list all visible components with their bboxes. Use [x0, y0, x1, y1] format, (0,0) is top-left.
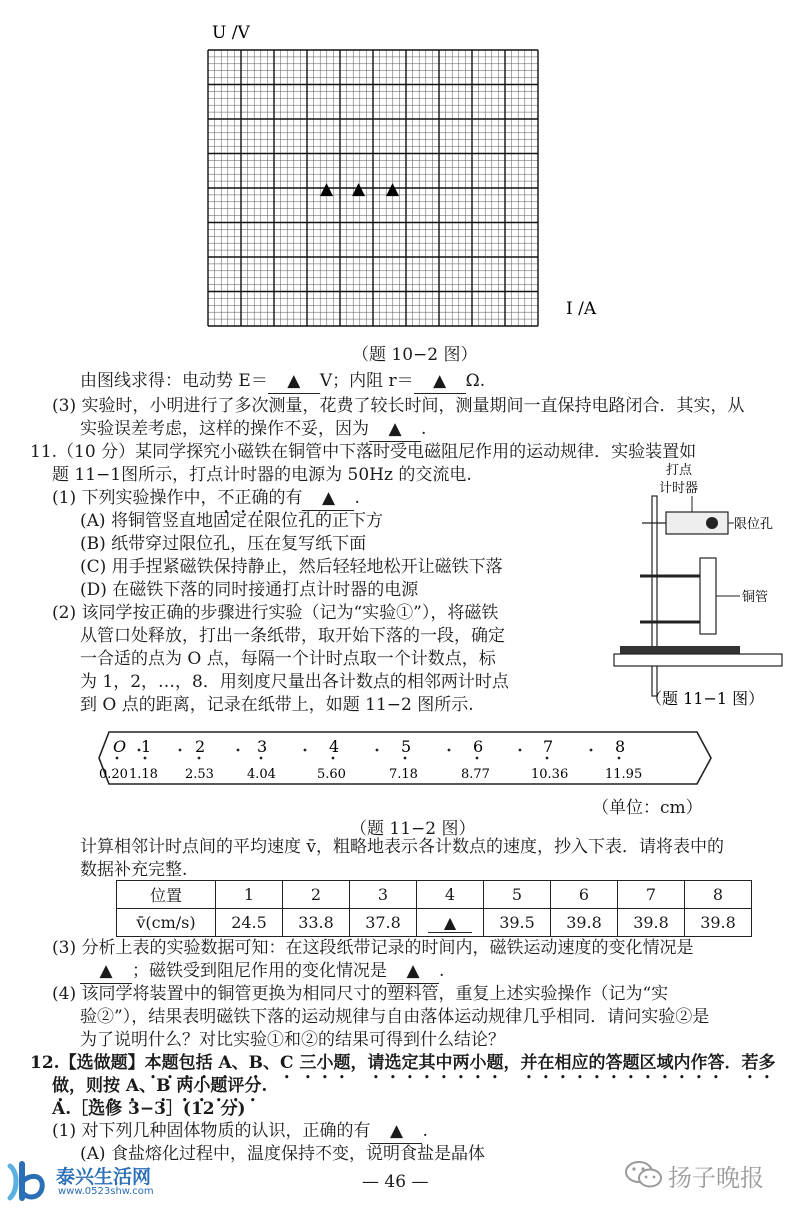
- q10-result-line: [80, 370, 485, 394]
- table-row: [117, 881, 752, 909]
- q10-emf-blank: ▲: [268, 370, 320, 394]
- q11-part1-emphasis: 不正确: [217, 488, 269, 508]
- timer-label: 计时器: [659, 481, 699, 496]
- graph-placeholder-mark: ▲: [386, 179, 400, 199]
- graph-x-axis-label: I /A: [566, 299, 597, 319]
- q11-part4-line: 验②”），结果表明磁铁下落的运动规律与自由落体运动规律几乎相同．请问实验②是: [80, 1007, 710, 1027]
- table-row: [117, 909, 752, 937]
- tape-dot: [590, 749, 593, 752]
- q10-part3-end: .: [421, 419, 427, 439]
- wechat-account-name: 扬子晚报: [668, 1164, 764, 1192]
- q11-part3-end: .: [439, 961, 445, 981]
- q11-part1-end: .: [354, 488, 360, 508]
- table-cell: 1: [216, 881, 283, 909]
- site-logo-icon: [4, 1158, 50, 1204]
- q10-emf-text: 由图线求得：电动势 E＝: [80, 371, 268, 391]
- q11-part4-line: (4) 该同学将装置中的铜管更换为相同尺寸的塑料管，重复上述实验操作（记为“实: [52, 984, 669, 1004]
- q10-resistance-text: V；内阻 r＝: [319, 371, 414, 391]
- tape-distance-value: 1.18: [129, 767, 158, 782]
- table-cell: 8: [685, 881, 752, 909]
- tape-dot: [179, 749, 182, 752]
- wechat-icon: [624, 1159, 664, 1191]
- tape-dot: [448, 749, 451, 752]
- tape-distance-value: 0.20: [99, 767, 128, 782]
- table-cell: 37.8: [350, 909, 417, 937]
- q11-part2-line: 为 1，2，…，8．用刻度尺量出各计数点的相邻两计时点: [80, 672, 509, 692]
- q10-resistance-blank: ▲: [414, 370, 466, 394]
- q10-part3-line1: (3) 实验时，小明进行了多次测量，花费了较长时间，测量期间一直保持电路闭合．其实，从: [52, 396, 745, 416]
- tape-count-label: 7: [543, 737, 554, 756]
- q11-part1-mid: 的有: [268, 488, 303, 508]
- page-number: — 46 —: [362, 1172, 429, 1192]
- q11-option-d: (D) 在磁铁下落的同时接通打点计时器的电源: [80, 580, 419, 600]
- q11-part3-mid: ；磁铁受到阻尼作用的变化情况是: [132, 961, 387, 981]
- timer-label: 打点: [666, 463, 693, 478]
- table-blank-mark: ▲: [428, 913, 472, 933]
- q11-intro-line2: 题 11−1图所示，打点计时器的电源为 50Hz 的交流电.: [52, 465, 472, 485]
- q12-subsection-title: A.［选修 3−3］(12 分): [52, 1099, 246, 1119]
- table-cell: 24.5: [216, 909, 283, 937]
- tape-unit: （单位：cm）: [592, 798, 703, 818]
- q11-intro-line1: 11.（10 分）某同学探究小磁铁在铜管中下落时受电磁阻尼作用的运动规律．实验装置如: [30, 442, 697, 462]
- table-header-velocity: v̄(cm/s): [117, 909, 216, 937]
- table-cell: 39.8: [551, 909, 618, 937]
- q10-part3-blank: ▲: [369, 418, 421, 442]
- table-cell: 2: [283, 881, 350, 909]
- tape-dot: [198, 757, 201, 760]
- q11-part2-line: (2) 该同学按正确的步骤进行实验（记为“实验①”），将磁铁: [52, 603, 499, 623]
- tape-distance-value: 8.77: [461, 767, 490, 782]
- q11-part2-line: 到 O 点的距离，记录在纸带上，如题 11−2 图所示.: [80, 695, 474, 715]
- tape-dot: [546, 757, 549, 760]
- tape-dot: [260, 757, 263, 760]
- tape-dot: [404, 757, 407, 760]
- q11-part2-line: 一合适的点为 O 点，每隔一个计时点取一个计数点，标: [80, 649, 496, 669]
- table-cell: 3: [350, 881, 417, 909]
- tape-distance-value: 11.95: [605, 767, 643, 782]
- graph-caption: （题 10−2 图）: [352, 345, 478, 365]
- q11-part1-blank: ▲: [302, 487, 354, 511]
- q12-part1-blank: ▲: [370, 1120, 422, 1144]
- tape-dot: [376, 749, 379, 752]
- q11-option-b: (B) 纸带穿过限位孔，压在复写纸下面: [80, 534, 367, 554]
- velocity-table: [116, 880, 752, 937]
- hole-label: 限位孔: [734, 517, 774, 532]
- tape-dot: [138, 749, 141, 752]
- q10-part3-text: 实验误差考虑，这样的操作不妥，因为: [80, 419, 369, 439]
- graph-y-axis-label: U /V: [212, 23, 250, 43]
- tape-dot: [476, 757, 479, 760]
- q10-unit-text: Ω.: [465, 371, 486, 391]
- apparatus-figure: [600, 458, 800, 718]
- tape-distance-value: 10.36: [531, 767, 569, 782]
- q11-calc-line1: 计算相邻计时点间的平均速度 v̄，粗略地表示各计数点的速度，抄入下表．请将表中的: [80, 837, 725, 857]
- table-cell: 7: [618, 881, 685, 909]
- paper-tape-figure: [95, 728, 715, 788]
- table-cell-blank: [417, 909, 484, 937]
- q10-part3-line2: [80, 418, 426, 442]
- tape-count-label: 1: [141, 737, 152, 756]
- q12-option-a: (A) 食盐熔化过程中，温度保持不变，说明食盐是晶体: [80, 1144, 485, 1164]
- q11-part3-line1: (3) 分析上表的实验数据可知：在这段纸带记录的时间内，磁铁运动速度的变化情况是: [52, 938, 694, 958]
- tape-dot: [237, 749, 240, 752]
- table-cell: 4: [417, 881, 484, 909]
- q11-part3-line2: [80, 960, 444, 984]
- apparatus-caption: （题 11−1 图）: [646, 689, 765, 708]
- tape-count-label: 2: [195, 737, 206, 756]
- table-cell: 33.8: [283, 909, 350, 937]
- table-cell: 39.8: [685, 909, 752, 937]
- tape-distance-value: 5.60: [317, 767, 346, 782]
- tube-label: 铜管: [742, 590, 769, 605]
- tape-count-label: O: [113, 737, 127, 756]
- table-cell: 6: [551, 881, 618, 909]
- graph-placeholder-mark: ▲: [352, 179, 366, 199]
- graph-placeholder-mark: ▲: [320, 179, 334, 199]
- tape-count-label: 3: [257, 737, 268, 756]
- table-cell: 39.5: [484, 909, 551, 937]
- tape-dot: [618, 757, 621, 760]
- q11-part3-blank: ▲: [80, 960, 132, 984]
- q12-part1: [52, 1120, 428, 1144]
- q11-calc-line2: 数据补充完整.: [80, 860, 188, 880]
- tape-count-label: 8: [615, 737, 626, 756]
- tape-count-label: 4: [329, 737, 340, 756]
- site-url: www.0523shw.com: [58, 1186, 154, 1197]
- q11-part2-line: 从管口处释放，打出一条纸带，取开始下落的一段，确定: [80, 626, 505, 646]
- tape-caption: （题 11−2 图）: [350, 819, 476, 839]
- tape-dot: [116, 757, 119, 760]
- q12-intro-line2: 做，则按 A、B 两小题评分.: [52, 1076, 268, 1096]
- u-i-graph: [190, 14, 610, 344]
- tape-distance-value: 2.53: [185, 767, 214, 782]
- tape-distance-value: 7.18: [389, 767, 418, 782]
- q12-part1-end: .: [422, 1121, 428, 1141]
- tape-dot: [144, 757, 147, 760]
- q12-part1-text: (1) 对下列几种固体物质的认识，正确的有: [52, 1121, 371, 1141]
- tape-dot: [519, 749, 522, 752]
- tape-dot: [332, 757, 335, 760]
- q11-part1-text: (1) 下列实验操作中，: [52, 488, 218, 508]
- tape-dot: [304, 749, 307, 752]
- table-cell: 5: [484, 881, 551, 909]
- q11-part4-line: 为了说明什么？对比实验①和②的结果可得到什么结论？: [80, 1030, 505, 1050]
- table-cell: 39.8: [618, 909, 685, 937]
- q11-part3-blank: ▲: [387, 960, 439, 984]
- q11-option-c: (C) 用手捏紧磁铁保持静止，然后轻轻地松开让磁铁下落: [80, 557, 503, 577]
- tape-distance-value: 4.04: [247, 767, 276, 782]
- tape-count-label: 6: [473, 737, 484, 756]
- table-header-position: 位置: [117, 881, 216, 909]
- tape-count-label: 5: [401, 737, 412, 756]
- q11-option-a: (A) 将铜管竖直地固定在限位孔的正下方: [80, 511, 383, 531]
- q12-emphasis: 本题包括 A、B、C 三小题，请选定其中两小题，并在相应的答题区域内作答．若多: [144, 1053, 776, 1073]
- q12-prefix: 12.【选做题】: [30, 1053, 145, 1073]
- site-name: 泰兴生活网: [56, 1166, 152, 1188]
